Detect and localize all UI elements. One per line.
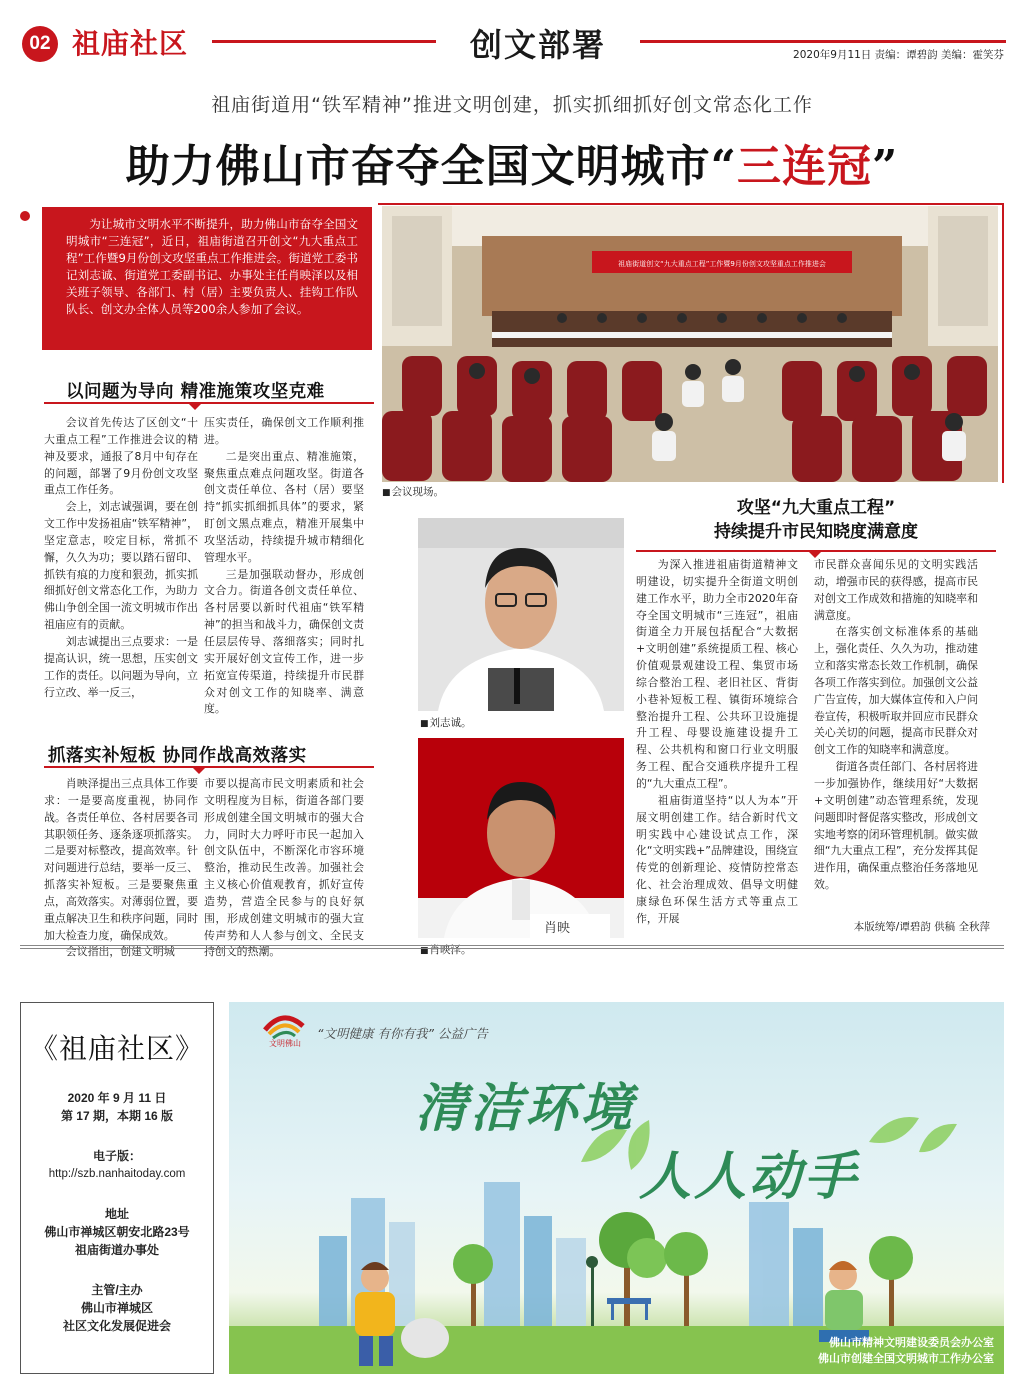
bottom-divider	[20, 945, 1004, 949]
masthead-issue: 第 17 期，本期 16 版	[60, 1109, 174, 1123]
caption-person2: ■ 肖映泽。	[420, 942, 472, 957]
section-title: 创文部署	[469, 26, 606, 64]
page-credit: 本版统筹/谭碧韵 供稿 全秋萍	[853, 921, 990, 933]
address-label: 地址	[104, 1207, 129, 1221]
epaper-url[interactable]: http://szb.nanhaitoday.com	[48, 1168, 186, 1180]
paragraph: 在落实创文标准体系的基础上，强化责任、久久为功，推动建立和落实常态长效工作机制，确保各项工作落实到位。加强创文公益广告宣传，加大媒体宣传和入户问卷宣传，积极听取并回应市民群众关心关切的问题，提高市民群众对创文工作的知晓率和满意度。	[814, 625, 978, 757]
paragraph: 市民群众喜闻乐见的文明实践活动，增强市民的获得感，提高市民对创文工作成效和措施的知晓率和满意度。	[814, 558, 978, 622]
ad-organizer-1: 佛山市精神文明建设委员会办公室	[829, 1336, 994, 1349]
paragraph: 会议首先传达了区创文“十大重点工程”工作推进会议的精神及要求，通报了8月中旬存在的问题，部署了9月份创文攻坚重点工作任务。	[44, 416, 198, 497]
section2-marker	[192, 767, 206, 774]
headline-highlight: 三连冠	[737, 141, 872, 192]
address-line1: 佛山市禅城区朝安北路23号	[44, 1225, 190, 1239]
caption-person1: ■ 刘志诚。	[420, 715, 472, 730]
paragraph: 压实责任，确保创文工作顺利推进。	[204, 416, 364, 446]
paragraph: 三是加强联动督办，形成创文合力。街道各创文责任单位、各村居要以新时代祖庙“铁军精神”的担当和战斗力，确保创文责任层层传导、落细落实；同时扎实开展好创文宣传工作，进一步拓宽宣传渠道，持续提升市民群众对创文工作的知晓率、满意度。	[204, 567, 364, 716]
svg-text:肖映: 肖映	[544, 921, 571, 936]
paragraph: 二是突出重点、精准施策，聚焦重点难点问题攻坚。街道各创文责任单位、各村（居）要坚持“抓实抓细抓具体”的要求，紧盯创文黑点难点，精准开展集中攻坚活动，持续提升城市精细化管理水平。	[204, 449, 364, 564]
editors-line: 2020年9月11日 责编：谭碧韵 美编：霍笑芬	[793, 49, 1004, 61]
red-frame-right	[1002, 203, 1004, 483]
section3-col2	[814, 557, 978, 894]
masthead-title: 《祖庙社区》	[29, 1032, 204, 1065]
section2-col1	[44, 776, 198, 961]
paragraph: 为深入推进祖庙街道精神文明建设，切实提升全街道文明创建工作水平，助力全市2020年奋夺全国文明城市“三连冠”，祖庙街道全力开展包括配合“大数据+文明创建”系统提质工程、核心价值观景观建设工程、集贸市场综合整治工程、老旧社区、背街小巷补短板工程、镇街环境综合整治提升工程、公共环卫设施提升工程、母婴设施建设提升工程、公共机构和窗口行业文明服务工程、配合交通秩序提升工程的“九大重点工程”。	[636, 558, 798, 790]
caption-meeting: ■ 会议现场。	[382, 484, 444, 499]
section2-title: 抓落实补短板 协同作战高效落实	[48, 746, 307, 766]
headline-text: 助力佛山市奋夺全国文明城市“	[125, 141, 737, 192]
header-rule-right	[640, 40, 1006, 43]
ad-organizer-2: 佛山市创建全国文明城市工作办公室	[818, 1352, 994, 1365]
red-dot-marker	[20, 211, 30, 221]
section1-rule	[44, 402, 374, 404]
paragraph: 会上，刘志诚强调，要在创文工作中发扬祖庙“铁军精神”，坚定意志，咬定目标，常抓不懈，久久为功；要以踏石留印、抓铁有痕的力度和狠劲，抓实抓细抓好创文常态化工作，为助力佛山争创全国一流文明城市作出祖庙应有的贡献。	[44, 500, 198, 632]
masthead-date: 2020 年 9 月 11 日	[67, 1091, 167, 1105]
sponsor-line2: 社区文化发展促进会	[62, 1319, 171, 1333]
section2-col2	[204, 776, 364, 961]
paragraph: 肖映泽提出三点具体工作要求：一是要高度重视，协同作战。各责任单位、各村居要各司其职领任务、逐条逐项抓落实。二是要对标整改，提高效率。针对问题进行总结，要举一反三、抓落实补短板。三是要聚焦重点，高效落实。对薄弱位置，要重点解决卫生和秩序问题，同时加大检查力度，确保成效。	[44, 777, 198, 942]
paragraph: 刘志诚提出三点要求：一是提高认识，统一思想，压实创文工作的责任。以问题为导向，立行立改、举一反三，	[44, 634, 198, 699]
meeting-photo	[382, 206, 998, 482]
ad-slogan: “文明健康 有你有我” 公益广告	[317, 1026, 488, 1041]
paper-masthead: 祖庙社区	[72, 27, 189, 60]
section3-title-line1: 攻坚“九大重点工程”	[736, 498, 896, 518]
paragraph: 市要以提高市民文明素质和社会文明程度为目标，街道各部门要形成创建全国文明城市的强大合力，同时大力呼吁市民一起加入创文队伍中，不断深化市容环境整治，推动民生改善。加强社会主义核心价值观教育，抓好宣传造势，营造全民参与的良好氛围，形成创建文明城市的强大宣传声势和人人参与创文、全民支持创文的热潮。	[204, 777, 364, 959]
section1-col2	[204, 415, 364, 718]
portrait-illustration	[418, 738, 624, 938]
portrait-xiao-yingze	[418, 738, 624, 938]
sponsor-line1: 佛山市禅城区	[80, 1301, 153, 1315]
wenming-foshan-logo-icon	[265, 1018, 303, 1038]
epaper-label: 电子版：	[92, 1149, 141, 1163]
page-number-badge: 02	[22, 26, 58, 62]
ad-illustration	[229, 1002, 1004, 1374]
masthead-box	[20, 1002, 214, 1374]
paragraph: 街道各责任部门、各村居将进一步加强协作，继续用好“大数据+文明创建”动态管理系统，发现问题即时督促落实整改，形成创文实地考察的闭环管理机制。做实做细“九大重点工程”，充分发挥其促进作用，确保重点整治任务落地见效。	[814, 760, 978, 892]
header-rule-left	[212, 40, 436, 43]
red-frame-top	[378, 203, 1004, 205]
ad-headline-1: 清洁环境	[415, 1078, 636, 1139]
meeting-banner: 祖庙街道创文“九大重点工程”工作暨9月份创文攻坚重点工作推进会	[618, 260, 826, 268]
section1-marker	[188, 403, 202, 410]
paragraph: 会议指出，创建文明城	[65, 945, 175, 959]
headline-close-quote: ”	[872, 141, 899, 192]
article-intro: 为让城市文明水平不断提升，助力佛山市奋夺全国文明城市“三连冠”，近日，祖庙街道召开创文“九大重点工程”工作暨9月份创文攻坚重点工作推进会。街道党工委书记刘志诚、街道党工委副书记、办事处主任肖映泽以及相关班子领导、各部门、村（居）主要负责人、挂钩工作队队长、创文办全体人员等200余人参加了会议。	[42, 207, 372, 350]
article-headline	[60, 130, 964, 194]
ad-headline-2: 人人动手	[639, 1146, 860, 1207]
sponsor-label: 主管/主办	[91, 1283, 143, 1297]
paragraph: 祖庙街道坚持“以人为本”开展文明创建工作。结合新时代文明实践中心建设试点工作，深化“文明实践+”品牌建设，围绕宣传党的创新理论、疫情防控常态化、社会治理成效、倡导文明健康绿色环保生活方式等重点工作，开展	[636, 793, 798, 925]
portrait-liu-zhicheng	[418, 518, 624, 711]
section3-col1	[636, 557, 798, 928]
address-line2: 祖庙街道办事处	[74, 1243, 159, 1257]
section1-title: 以问题为导向 精准施策攻坚克难	[66, 382, 325, 402]
public-service-ad	[229, 1002, 1004, 1374]
ad-logo-text: 文明佛山	[269, 1039, 301, 1048]
section3-title-line2: 持续提升市民知晓度满意度	[714, 522, 918, 542]
section3-title	[636, 496, 996, 544]
portrait-illustration	[418, 518, 624, 711]
meeting-photo-illustration	[382, 206, 998, 482]
section1-col1	[44, 415, 198, 701]
section2-rule	[44, 766, 374, 768]
article-subhead: 祖庙街道用“铁军精神”推进文明创建，抓实抓细抓好创文常态化工作	[211, 94, 813, 116]
